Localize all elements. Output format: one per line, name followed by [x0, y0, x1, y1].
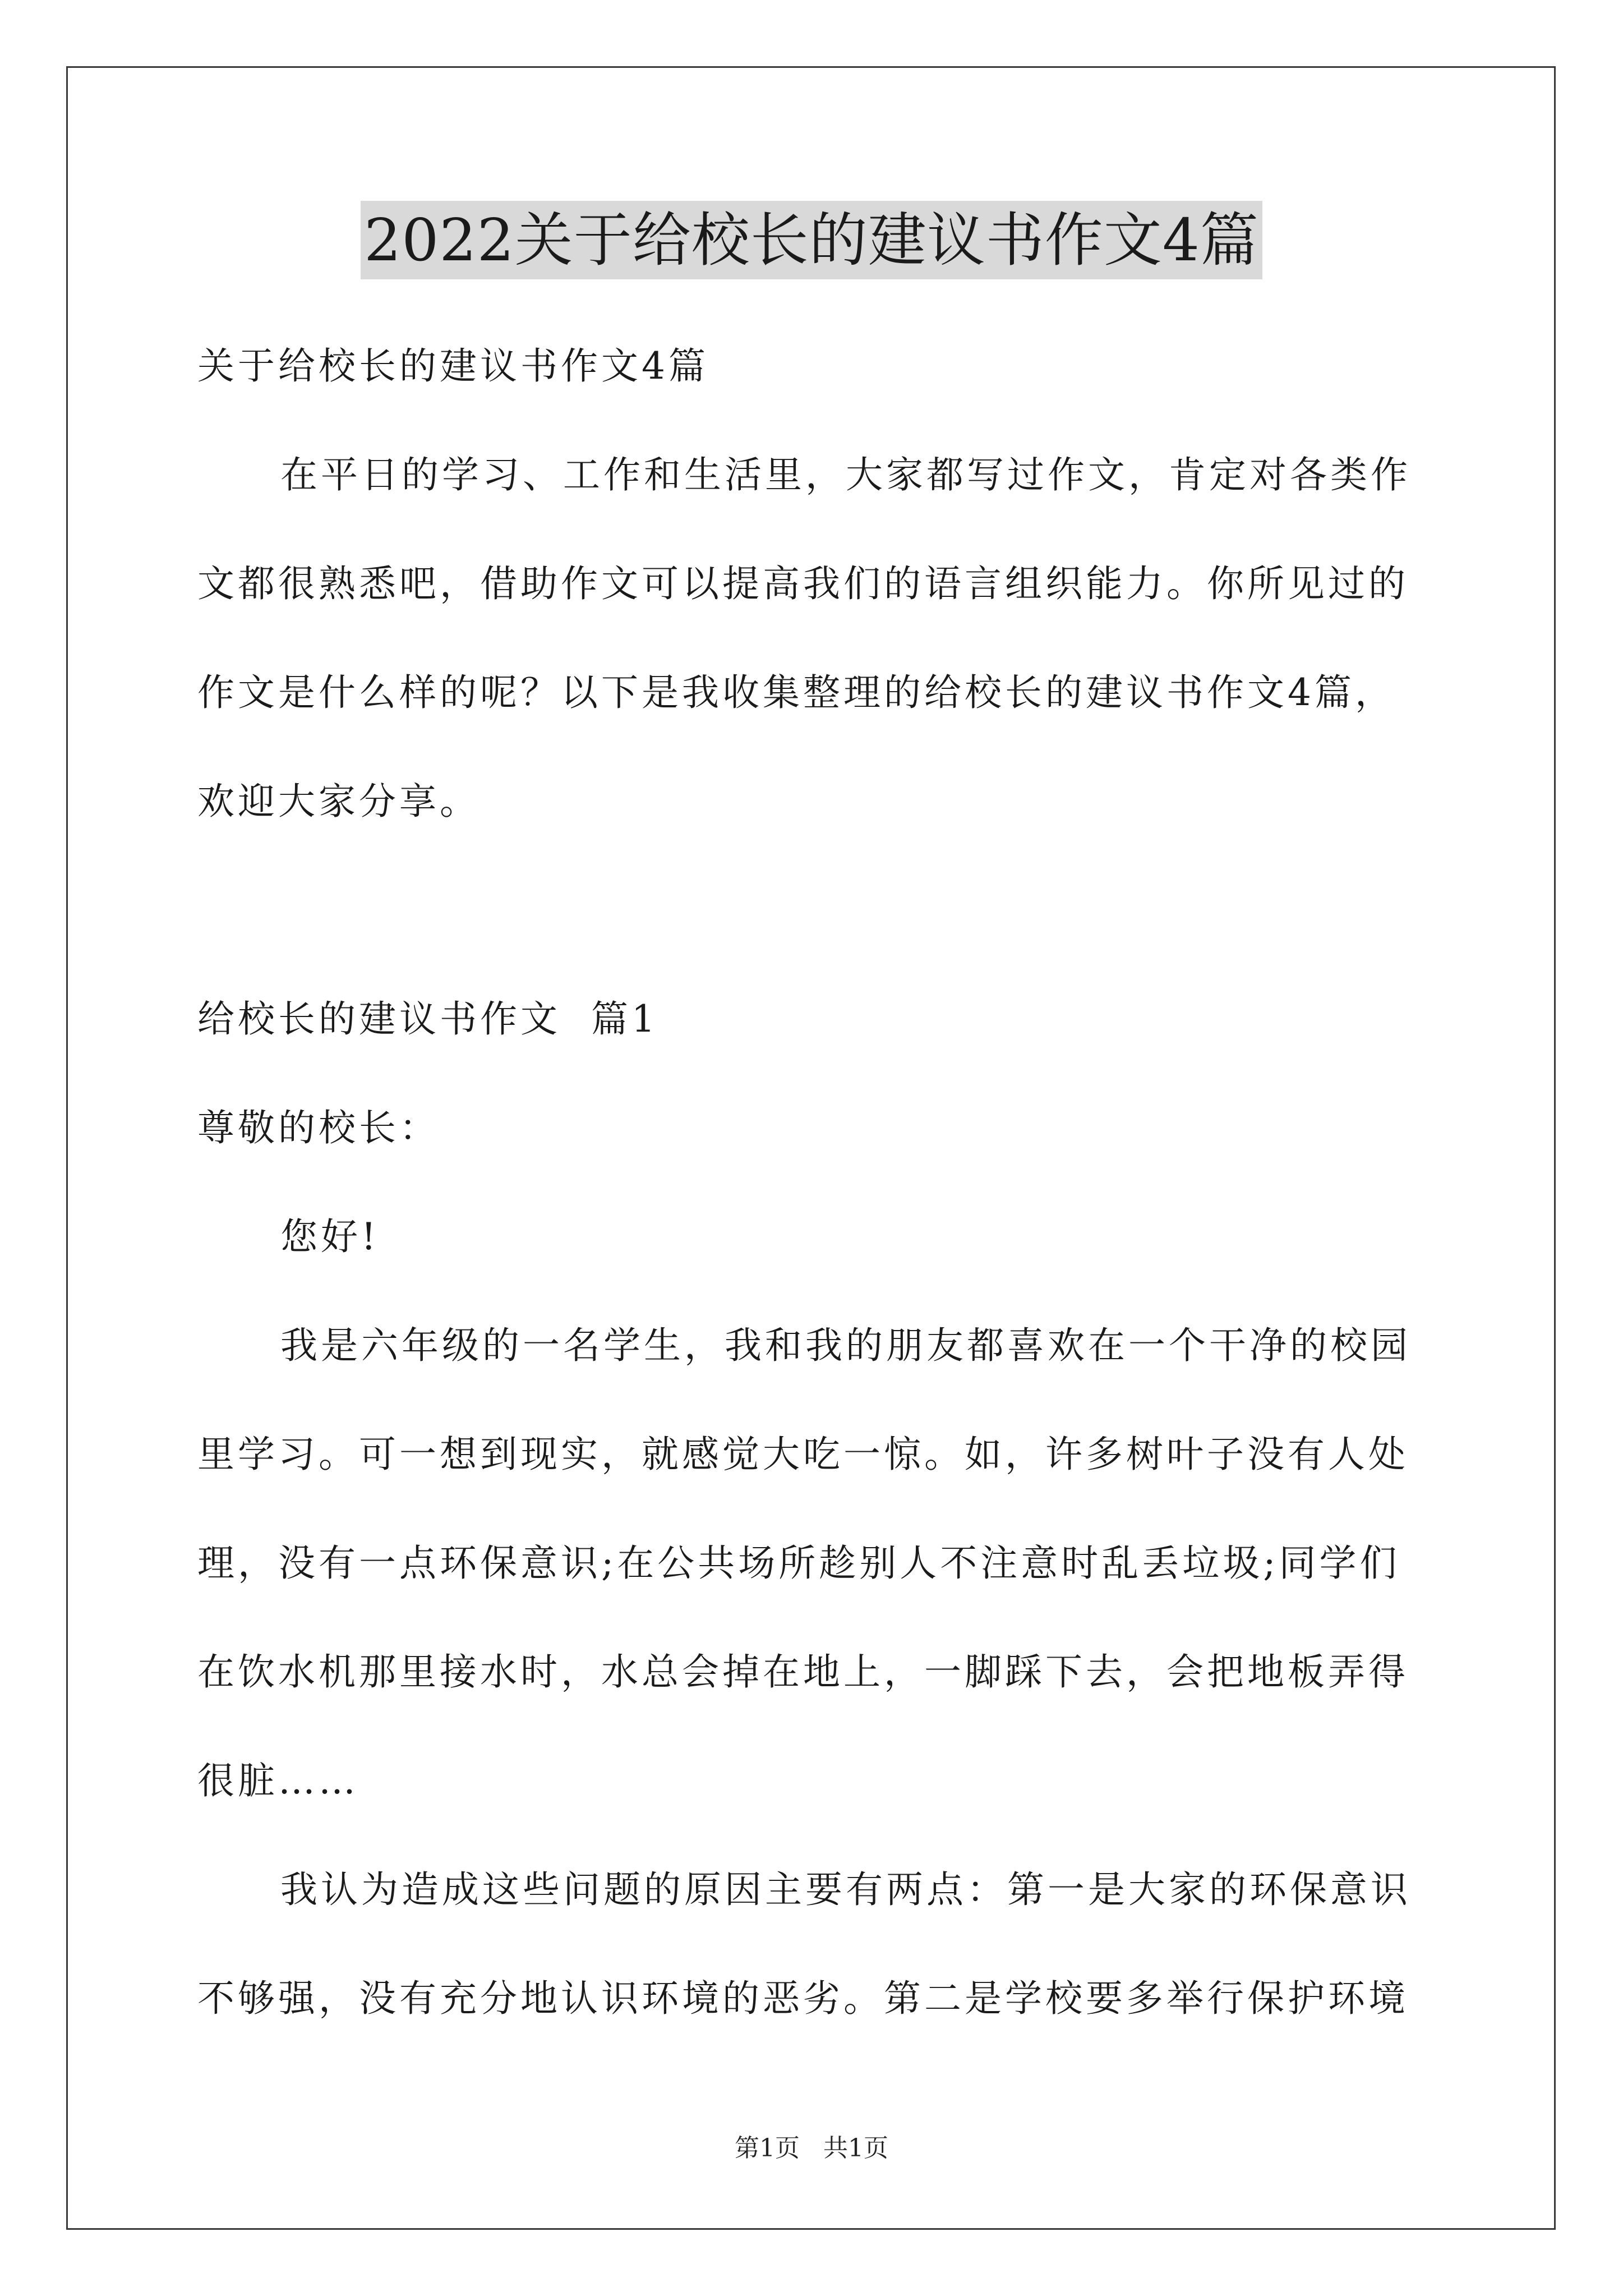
intro-paragraph: 在平日的学习、工作和生活里，大家都写过作文，肯定对各类作文都很熟悉吧，借助作文可以提高我们的语言组织能力。你所见过的作文是什么样的呢？以下是我收集整理的给校长的建议书作文4篇，欢迎大家分享。 [197, 453, 1411, 823]
body-paragraph-2: 我认为造成这些问题的原因主要有两点：第一是大家的环保意识不够强，没有充分地认识环境的恶劣。第二是学校要多举行保护环境 [197, 1868, 1411, 2020]
page-number-current: 第1页 [735, 2134, 800, 2162]
greeting: 您好! [280, 1215, 380, 1258]
salutation: 尊敬的校长： [197, 1106, 440, 1149]
document-body [197, 312, 1432, 2053]
blank-line [197, 856, 1432, 965]
page-footer [0, 2132, 1623, 2165]
body-paragraph-1: 我是六年级的一名学生，我和我的朋友都喜欢在一个干净的校园里学习。可一想到现实，就感觉大吃一惊。如，许多树叶子没有人处理，没有一点环保意识;在公共场所趁别人不注意时乱丢垃圾;同学们在饮水机那里接水时，水总会掉在地上，一脚踩下去，会把地板弄得很脏…… [197, 1324, 1411, 1802]
title-container [0, 201, 1623, 279]
document-subtitle: 关于给校长的建议书作文4篇 [197, 344, 709, 388]
page-number-total: 共1页 [823, 2134, 888, 2162]
section-heading: 给校长的建议书作文 篇1 [197, 997, 658, 1041]
document-title: 2022关于给校长的建议书作文4篇 [361, 201, 1262, 279]
